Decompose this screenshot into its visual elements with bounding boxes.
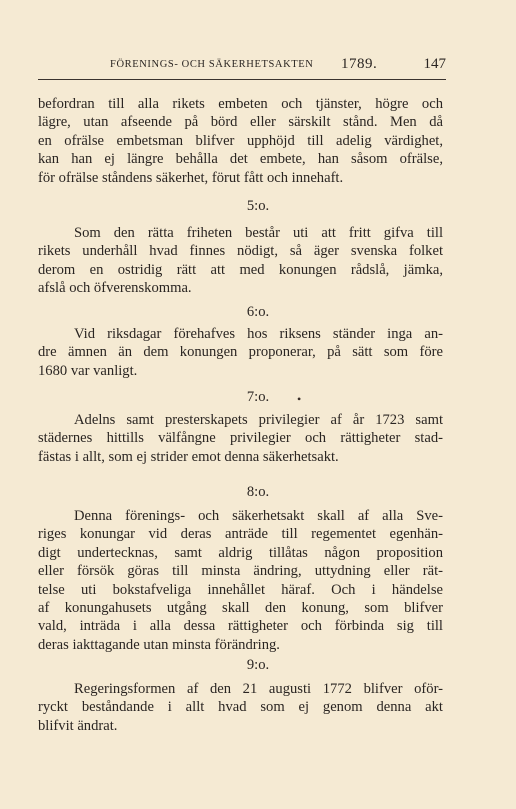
text-line: ryckt beståndande i allt hvad som ej genom denna akt — [38, 699, 443, 716]
text-line: Vid riksdagar förehafves hos riksens ständer inga an- — [74, 326, 443, 342]
header-rule — [38, 79, 446, 80]
text-line: rikets underhåll hvad finnes nödigt, så äger svenska folket — [38, 243, 443, 260]
section-heading-7: 7:o. — [246, 389, 270, 405]
section-8-paragraph — [38, 507, 443, 654]
section-9-paragraph — [38, 680, 443, 735]
text-line: eller försök göras till minsta ändring, uttydning eller rät- — [38, 563, 443, 580]
text-line: Regeringsformen af den 21 augusti 1772 blifver oför- — [74, 681, 443, 697]
text-line: af konungahusets utgång skall den konung, som blifver — [38, 600, 443, 617]
text-line: deras iakttagande utan minsta förändring. — [38, 636, 280, 653]
section-heading-9: 9:o. — [246, 657, 270, 673]
running-header — [38, 56, 446, 78]
section-heading-5: 5:o. — [246, 198, 270, 214]
text-line: blifvit ändrat. — [38, 717, 118, 734]
intro-paragraph — [38, 95, 443, 187]
text-line: digt undertecknas, samt aldrig tillåtas någon proposition — [38, 544, 443, 561]
page-number: 147 — [423, 56, 446, 72]
text-line: derom en ostridig rätt att med konungen rådslå, jämka, — [38, 261, 443, 278]
text-line: befordran till alla rikets embeten och tjänster, högre och — [38, 96, 443, 112]
header-year: 1789. — [341, 56, 378, 72]
text-line: riges konungar vid deras anträde till regementet egenhän- — [38, 526, 443, 543]
text-line: Som den rätta friheten består uti att fritt gifva till — [74, 225, 443, 241]
text-line: fästas i allt, som ej strider emot denna säkerhetsakt. — [38, 448, 339, 465]
text-line: Denna förenings- och säkerhetsakt skall af alla Sve- — [74, 508, 443, 524]
text-line: kan han ej längre behålla det embete, han såsom ofrälse, — [38, 151, 443, 168]
text-line: dre ämnen än dem konungen proponerar, på sätt som före — [38, 344, 443, 361]
section-6-paragraph — [38, 325, 443, 380]
section-heading-8: 8:o. — [246, 484, 270, 500]
text-line: vald, inträda i alla dessa rättigheter och förbinda sig till — [38, 618, 443, 635]
text-line: afslå och öfverenskomma. — [38, 280, 192, 297]
ink-mark: • — [297, 392, 302, 406]
section-7-paragraph — [38, 411, 443, 466]
text-line: 1680 var vanligt. — [38, 362, 138, 379]
section-5-paragraph — [38, 224, 443, 298]
section-heading-6: 6:o. — [246, 304, 270, 320]
running-title: FÖRENINGS- OCH SÄKERHETSAKTEN — [110, 59, 314, 70]
text-line: en ofrälse embetsman blifver upphöjd till adelig värdighet, — [38, 132, 443, 149]
text-line: städernes hittills välfångne privilegier och rättigheter stad- — [38, 430, 443, 447]
text-line: Adelns samt presterskapets privilegier af år 1723 samt — [74, 412, 443, 428]
text-line: för ofrälse ståndens säkerhet, förut fått och innehaft. — [38, 169, 344, 186]
text-line: lägre, utan afseende på börd eller särskilt stånd. Men då — [38, 114, 443, 131]
text-line: telse uti bokstafveliga innehållet häraf. Och i händelse — [38, 581, 443, 598]
